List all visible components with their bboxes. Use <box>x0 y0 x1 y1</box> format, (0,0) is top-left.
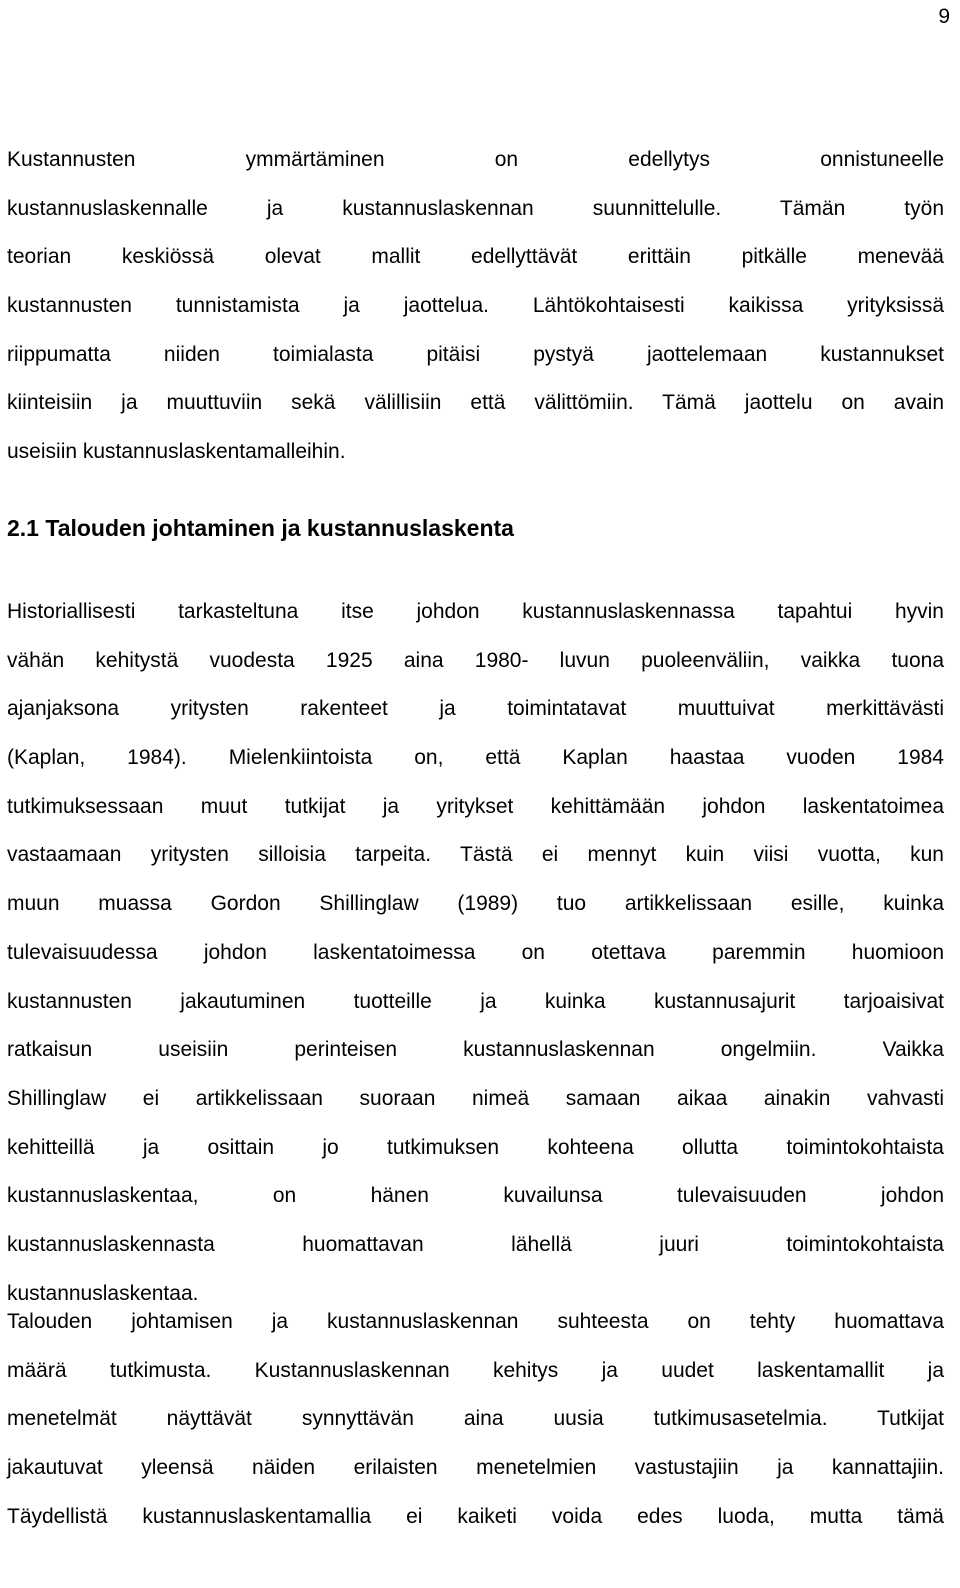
text-line: kustannusten jakautuminen tuotteille ja kuinka kustannusajurit tarjoaisivat <box>7 989 944 1013</box>
text-line: kehitteillä ja osittain jo tutkimuksen kohteena ollutta toimintokohtaista <box>7 1135 944 1159</box>
text-line: ajanjaksona yritysten rakenteet ja toimintatavat muuttuivat merkittävästi <box>7 697 944 721</box>
text-line: Kustannusten ymmärtäminen on edellytys onnistuneelle <box>7 148 944 171</box>
text-line: kustannuslaskennasta huomattavan lähellä juuri toimintokohtaista <box>7 1232 944 1256</box>
text-line: kiinteisiin ja muuttuviin sekä välillisiin että välittömiin. Tämä jaottelu on avain <box>7 391 944 415</box>
paragraph-research <box>7 1298 944 1541</box>
text-line: kustannuslaskentaa, on hänen kuvailunsa tulevaisuuden johdon <box>7 1184 944 1208</box>
text-line: määrä tutkimusta. Kustannuslaskennan kehitys ja uudet laskentamallit ja <box>7 1358 944 1382</box>
text-line: Shillinglaw ei artikkelissaan suoraan nimeä samaan aikaa ainakin vahvasti <box>7 1086 944 1110</box>
text-line: vähän kehitystä vuodesta 1925 aina 1980- luvun puoleenväliin, vaikka tuona <box>7 648 944 672</box>
text-line: tulevaisuudessa johdon laskentatoimessa on otettava paremmin huomioon <box>7 940 944 964</box>
paragraph-history <box>7 588 944 1318</box>
text-line: riippumatta niiden toimialasta pitäisi pystyä jaottelemaan kustannukset <box>7 342 944 366</box>
text-line: useisiin kustannuslaskentamalleihin. <box>7 440 346 464</box>
text-line: tutkimuksessaan muut tutkijat ja yritykset kehittämään johdon laskentatoimea <box>7 794 944 818</box>
text-line: vastaamaan yritysten silloisia tarpeita. Tästä ei mennyt kuin viisi vuotta, kun <box>7 843 944 867</box>
paragraph-intro <box>7 136 944 477</box>
text-line: muun muassa Gordon Shillinglaw (1989) tuo artikkelissaan esille, kuinka <box>7 892 944 916</box>
page-number: 9 <box>938 5 950 28</box>
text-line: teorian keskiössä olevat mallit edellyttävät erittäin pitkälle menevää <box>7 245 944 269</box>
section-heading: 2.1 Talouden johtaminen ja kustannuslaskenta <box>7 515 514 541</box>
text-line: kustannuslaskentaa. <box>7 1281 199 1305</box>
text-line: Talouden johtamisen ja kustannuslaskennan suhteesta on tehty huomattava <box>7 1310 944 1333</box>
text-line: jakautuvat yleensä näiden erilaisten menetelmien vastustajiin ja kannattajiin. <box>7 1456 944 1480</box>
text-line: kustannuslaskennalle ja kustannuslaskennan suunnittelulle. Tämän työn <box>7 196 944 220</box>
text-line: ratkaisun useisiin perinteisen kustannuslaskennan ongelmiin. Vaikka <box>7 1038 944 1062</box>
text-line: Historiallisesti tarkasteltuna itse johdon kustannuslaskennassa tapahtui hyvin <box>7 600 944 623</box>
text-line: Täydellistä kustannuslaskentamallia ei kaiketi voida edes luoda, mutta tämä <box>7 1504 944 1528</box>
text-line: (Kaplan, 1984). Mielenkiintoista on, että Kaplan haastaa vuoden 1984 <box>7 746 944 770</box>
text-line: menetelmät näyttävät synnyttävän aina uusia tutkimusasetelmia. Tutkijat <box>7 1407 944 1431</box>
text-line: kustannusten tunnistamista ja jaottelua. Lähtökohtaisesti kaikissa yrityksissä <box>7 294 944 318</box>
